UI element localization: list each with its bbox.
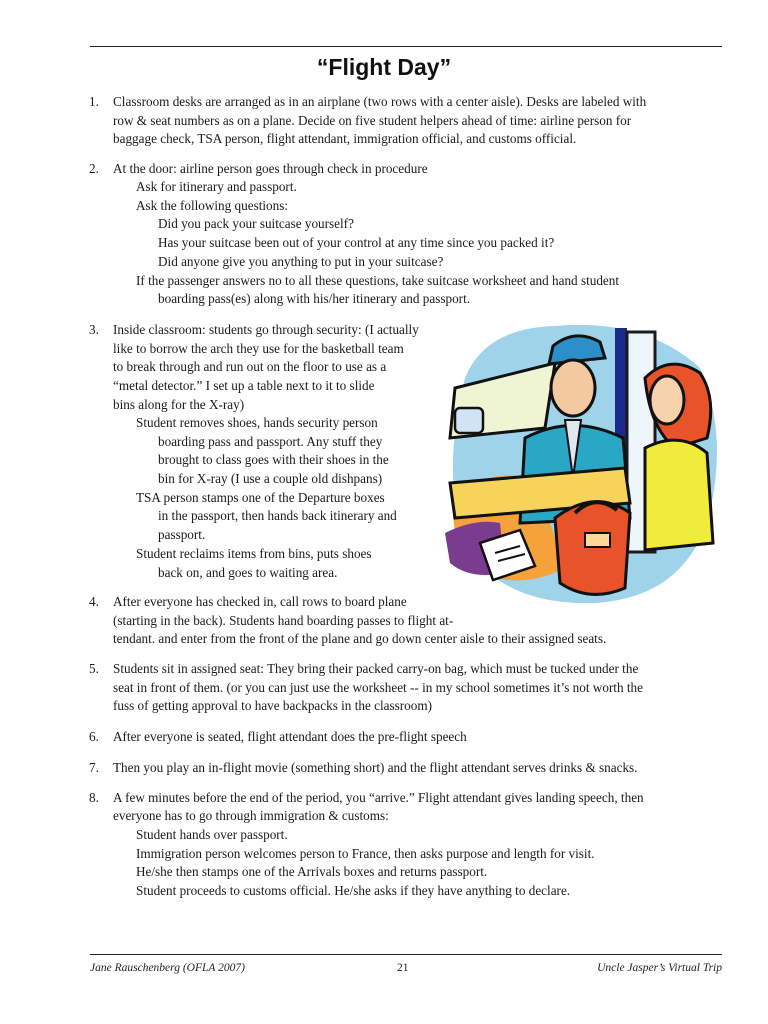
item-2-line: At the door: airline person goes through check in procedure <box>113 161 428 176</box>
item-2-line: Has your suitcase been out of your control at any time since you packed it? <box>158 235 555 250</box>
item-8-line: Student hands over passport. <box>136 827 288 842</box>
item-6-line: After everyone is seated, flight attendant does the pre-flight speech <box>113 729 467 744</box>
item-4-line: (starting in the back). Students hand boarding passes to flight at- <box>113 613 454 628</box>
airport-security-illustration <box>445 318 720 608</box>
item-5-line: seat in front of them. (or you can just use the worksheet -- in my school sometimes it’s not worth the <box>113 680 643 695</box>
item-5-line: fuss of getting approval to have backpacks in the classroom) <box>113 698 432 713</box>
item-3-line: TSA person stamps one of the Departure boxes <box>136 490 385 505</box>
item-8-line: Student proceeds to customs official. He/she asks if they have anything to declare. <box>136 883 571 898</box>
footer-title: Uncle Jasper’s Virtual Trip <box>597 962 722 974</box>
item-8-line: He/she then stamps one of the Arrivals boxes and returns passport. <box>136 864 488 879</box>
item-4-line: After everyone has checked in, call rows to board plane <box>113 594 407 609</box>
item-5-number: 5. <box>89 661 99 676</box>
item-3-line: bins along for the X-ray) <box>113 397 245 412</box>
item-1-number: 1. <box>89 94 99 109</box>
item-3-line: brought to class goes with their shoes in the <box>158 452 389 467</box>
item-1-line: Classroom desks are arranged as in an airplane (two rows with a center aisle). Desks are labeled with <box>113 94 647 109</box>
item-2-line: Did you pack your suitcase yourself? <box>158 216 354 231</box>
item-1-line: row & seat numbers as on a plane. Decide on five student helpers ahead of time: airline person for <box>113 113 632 128</box>
item-8-line: A few minutes before the end of the period, you “arrive.” Flight attendant gives landing speech, then <box>113 790 644 805</box>
item-8-line: Immigration person welcomes person to France, then asks purpose and length for visit. <box>136 846 595 861</box>
item-3-line: like to borrow the arch they use for the basketball team <box>113 341 404 356</box>
item-3-line: back on, and goes to waiting area. <box>158 565 338 580</box>
footer-author: Jane Rauschenberg (OFLA 2007) <box>90 962 245 974</box>
item-5-line: Students sit in assigned seat: They bring their packed carry-on bag, which must be tucked under the <box>113 661 639 676</box>
item-3-line: to break through and run out on the floor to use as a <box>113 359 387 374</box>
item-2-line: Did anyone give you anything to put in your suitcase? <box>158 254 444 269</box>
item-3-line: “metal detector.” I set up a table next to it to slide <box>113 378 375 393</box>
item-3-line: bin for X-ray (I use a couple old dishpans) <box>158 471 383 486</box>
item-3-line: boarding pass and passport. Any stuff they <box>158 434 383 449</box>
item-2-line: boarding pass(es) along with his/her itinerary and passport. <box>158 291 471 306</box>
item-2-line: Ask the following questions: <box>136 198 289 213</box>
item-7-number: 7. <box>89 760 99 775</box>
top-rule <box>90 46 722 47</box>
item-3-line: Student reclaims items from bins, puts shoes <box>136 546 372 561</box>
item-4-line: tendant. and enter from the front of the plane and go down center aisle to their assigned seats. <box>113 631 607 646</box>
item-3-line: in the passport, then hands back itinerary and <box>158 508 397 523</box>
item-2-line: If the passenger answers no to all these questions, take suitcase worksheet and hand student <box>136 273 620 288</box>
footer-rule <box>90 954 722 955</box>
item-1-line: baggage check, TSA person, flight attendant, immigration official, and customs official. <box>113 131 577 146</box>
item-3-line: Inside classroom: students go through security: (I actually <box>113 322 419 337</box>
item-3-line: Student removes shoes, hands security person <box>136 415 378 430</box>
page-title: “Flight Day” <box>316 54 452 80</box>
item-7-line: Then you play an in-flight movie (something short) and the flight attendant serves drinks & snacks. <box>113 760 638 775</box>
item-3-number: 3. <box>89 322 99 337</box>
page-number: 21 <box>397 962 409 974</box>
item-3-line: passport. <box>158 527 206 542</box>
item-8-line: everyone has to go through immigration & customs: <box>113 808 389 823</box>
item-2-number: 2. <box>89 161 99 176</box>
item-2-line: Ask for itinerary and passport. <box>136 179 297 194</box>
item-4-number: 4. <box>89 594 99 609</box>
item-6-number: 6. <box>89 729 99 744</box>
item-8-number: 8. <box>89 790 99 805</box>
